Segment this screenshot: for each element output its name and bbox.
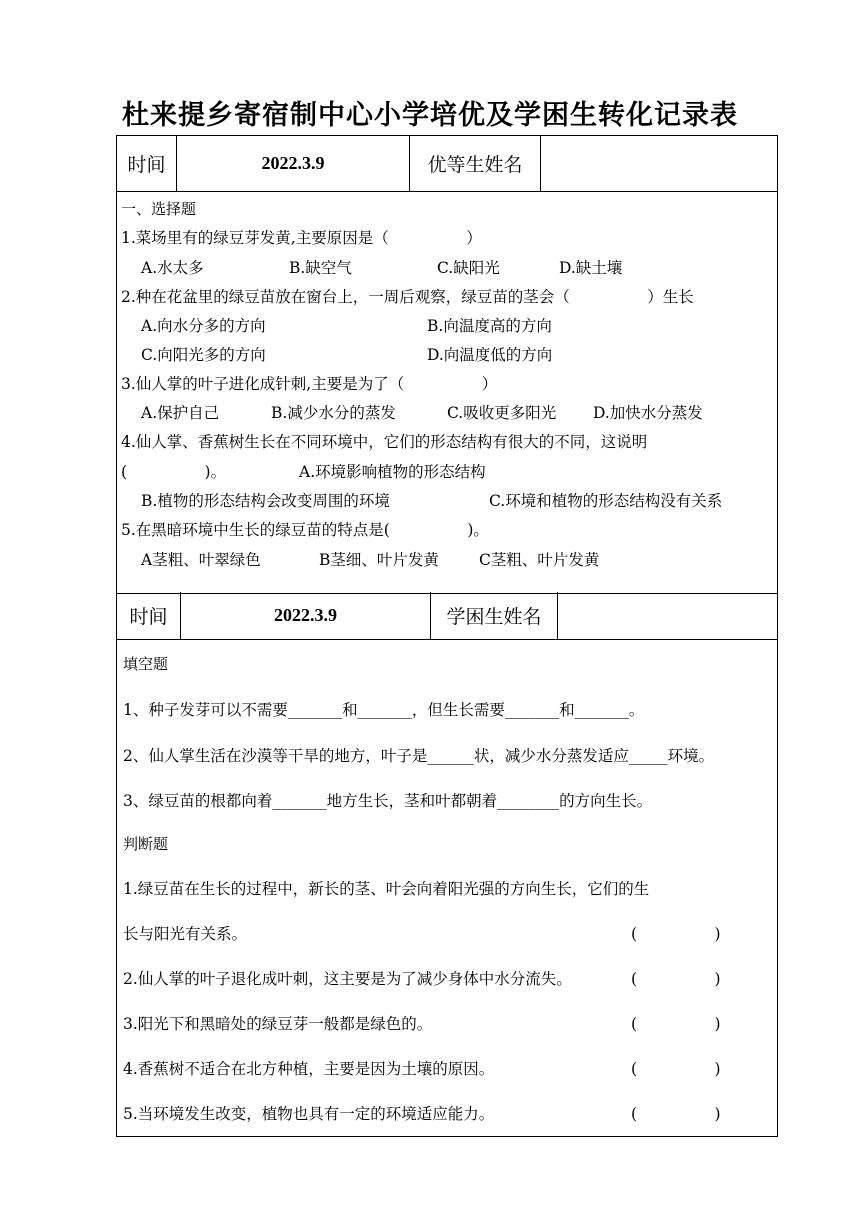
fill-question-2: 2、仙人掌生活在沙漠等干旱的地方，叶子是______状，减少水分蒸发适应_____环境。	[123, 747, 715, 765]
q5-option-c: C茎粗、叶片发黄	[479, 551, 600, 569]
choice-heading: 一、选择题	[121, 200, 197, 218]
question-3: 3.仙人掌的叶子进化成针刺,主要是为了（ ）	[121, 375, 498, 393]
q2-option-d: D.向温度低的方向	[427, 346, 553, 364]
question-4: 4.仙人掌、香蕉树生长在不同环境中，它们的形态结构有很大的不同，这说明	[121, 433, 648, 451]
header-row	[117, 592, 777, 640]
time-label: 时间	[117, 592, 181, 639]
question-5: 5.在黑暗环境中生长的绿豆苗的特点是( )。	[121, 521, 489, 539]
q1-option-c: C.缺阳光	[437, 259, 500, 277]
q2-option-c: C.向阳光多的方向	[141, 346, 266, 364]
q2-option-b: B.向温度高的方向	[427, 317, 552, 335]
record-date: 2022.3.9	[177, 136, 410, 191]
judge-answer-2[interactable]: ( )	[631, 970, 721, 988]
fill-question-1: 1、种子发芽可以不需要_______和_______，但生长需要_______和_______。	[123, 701, 645, 719]
judge-question-1-cont: 长与阳光有关系。	[123, 925, 248, 943]
q2-option-a: A.向水分多的方向	[141, 317, 266, 335]
name-value[interactable]	[558, 592, 777, 639]
judge-answer-4[interactable]: ( )	[631, 1060, 721, 1078]
struggling-student-record	[116, 592, 778, 1137]
judge-answer-3[interactable]: ( )	[631, 1015, 721, 1033]
q5-option-a: A茎粗、叶翠绿色	[141, 551, 261, 569]
q5-option-b: B茎细、叶片发黄	[319, 551, 439, 569]
header-row	[117, 136, 777, 192]
judge-answer-1[interactable]: ( )	[631, 925, 721, 943]
q1-option-b: B.缺空气	[289, 259, 352, 277]
name-label: 学困生姓名	[431, 592, 558, 639]
q4-option-b: B.植物的形态结构会改变周围的环境	[141, 492, 390, 510]
judge-heading: 判断题	[123, 835, 169, 853]
top-student-record	[116, 135, 778, 594]
fill-question-3: 3、绿豆苗的根都向着_______地方生长，茎和叶都朝着________的方向生长。	[123, 792, 653, 810]
q4-blank: ( )。	[121, 463, 227, 481]
q1-option-d: D.缺土壤	[559, 259, 623, 277]
q4-option-a: A.环境影响植物的形态结构	[299, 463, 486, 481]
q4-option-c: C.环境和植物的形态结构没有关系	[489, 492, 723, 510]
record-date: 2022.3.9	[181, 592, 431, 639]
name-label: 优等生姓名	[410, 136, 541, 191]
judge-question-3: 3.阳光下和黑暗处的绿豆芽一般都是绿色的。	[123, 1015, 433, 1033]
page-title: 杜来提乡寄宿制中心小学培优及学困生转化记录表	[122, 100, 738, 131]
time-label: 时间	[117, 136, 177, 191]
name-value[interactable]	[541, 136, 777, 191]
q3-option-a: A.保护自己	[141, 404, 220, 422]
question-1: 1.菜场里有的绿豆芽发黄,主要原因是（ ）	[121, 229, 482, 247]
judge-question-1: 1.绿豆苗在生长的过程中，新长的茎、叶会向着阳光强的方向生长，它们的生	[123, 880, 650, 898]
judge-question-2: 2.仙人掌的叶子退化成叶刺，这主要是为了减少身体中水分流失。	[123, 970, 572, 988]
question-2: 2.种在花盆里的绿豆苗放在窗台上，一周后观察，绿豆苗的茎会（ ）生长	[121, 288, 694, 306]
q3-option-d: D.加快水分蒸发	[593, 404, 703, 422]
judge-question-5: 5.当环境发生改变，植物也具有一定的环境适应能力。	[123, 1105, 495, 1123]
q3-option-c: C.吸收更多阳光	[447, 404, 557, 422]
q3-option-b: B.减少水分的蒸发	[271, 404, 396, 422]
fill-blank-heading: 填空题	[123, 655, 169, 673]
q1-option-a: A.水太多	[141, 259, 204, 277]
judge-answer-5[interactable]: ( )	[631, 1105, 721, 1123]
judge-question-4: 4.香蕉树不适合在北方种植，主要是因为土壤的原因。	[123, 1060, 495, 1078]
